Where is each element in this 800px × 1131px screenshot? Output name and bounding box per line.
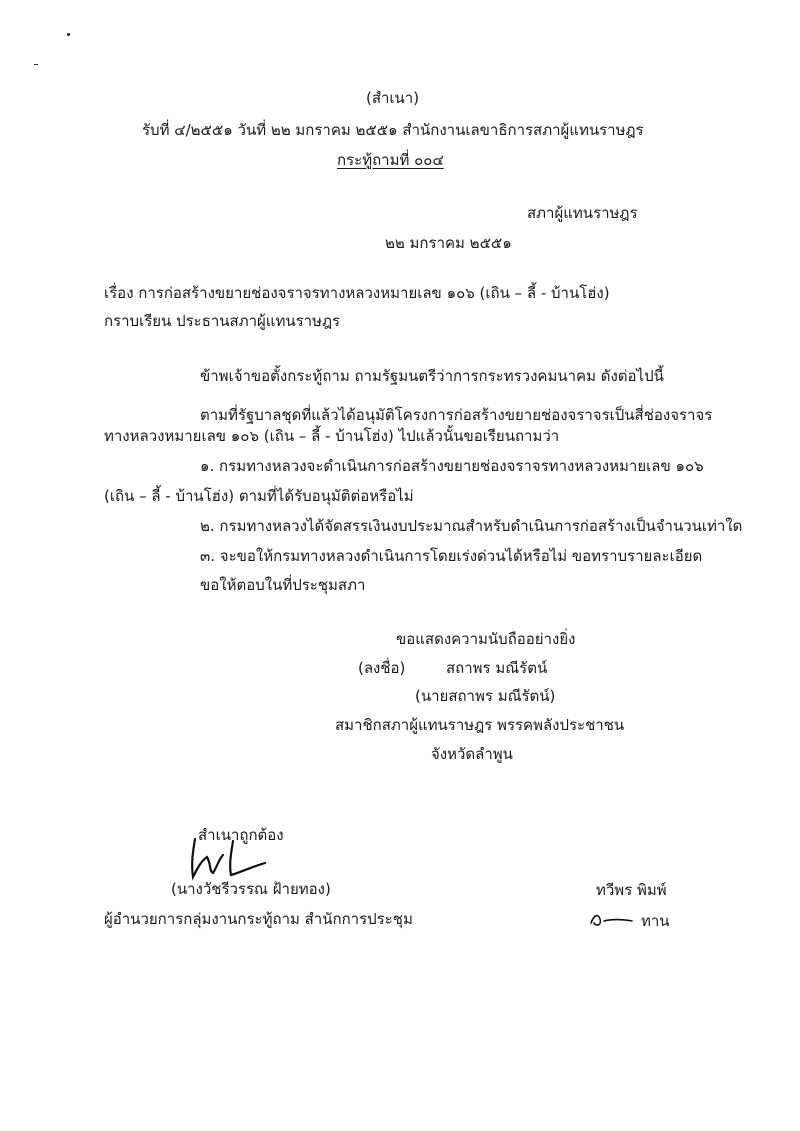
closing-respect: ขอแสดงความนับถืออย่างยิ่ง [396,630,576,648]
question-number: กระทู้ถามที่ ๐๐๔ [337,151,444,169]
checker-initials [588,909,638,929]
certifier-signature [185,833,295,885]
document-date: ๒๒ มกราคม ๒๕๕๑ [385,234,512,252]
body-context-line2: ทางหลวงหมายเลข ๑๐๖ (เถิน – ลี้ - บ้านโฮ่ง) ไปแล้วนั้นขอเรียนถามว่า [104,427,560,445]
answer-request: ขอให้ตอบในที่ประชุมสภา [200,576,366,594]
received-line: รับที่ ๔/๒๕๕๑ วันที่ ๒๒ มกราคม ๒๕๕๑ สำนักงานเลขาธิการสภาผู้แทนราษฎร [142,121,644,139]
question-1-line1: ๑. กรมทางหลวงจะดำเนินการก่อสร้างขยายช่องจราจรทางหลวงหมายเลข ๑๐๖ [200,457,704,475]
signed-label: (ลงชื่อ) [358,659,406,677]
subject-line: เรื่อง การก่อสร้างขยายช่องจราจรทางหลวงหมายเลข ๑๐๖ (เถิน – ลี้ - บ้านโฮ่ง) [104,284,610,302]
signer-province: จังหวัดลำพูน [431,745,513,763]
certified-copy-label: สำเนาถูกต้อง [198,826,284,844]
copy-mark: (สำเนา) [366,89,420,107]
certifier-title: ผู้อำนวยการกลุ่มงานกระทู้ถาม สำนักการประชุม [104,910,413,928]
body-context-line1: ตามที่รัฐบาลชุดที่แล้วได้อนุมัติโครงการก่อสร้างขยายช่องจราจรเป็นสี่ช่องจราจร [200,406,713,424]
question-3: ๓. จะขอให้กรมทางหลวงดำเนินการโดยเร่งด่วนได้หรือไม่ ขอทราบรายละเอียด [200,547,703,565]
typed-by: ทวีพร พิมพ์ [596,881,667,899]
certifier-name: (นางวัชรีวรรณ ฝ้ายทอง) [171,880,331,898]
checked-label: ทาน [641,912,670,930]
scan-mark [34,64,38,65]
addressee-place: สภาผู้แทนราษฎร [527,204,638,222]
scan-dot [67,33,70,36]
signer-full-name: (นายสถาพร มณีรัตน์) [415,687,556,705]
question-2: ๒. กรมทางหลวงได้จัดสรรเงินงบประมาณสำหรับดำเนินการก่อสร้างเป็นจำนวนเท่าใด [200,517,743,535]
body-intro: ข้าพเจ้าขอตั้งกระทู้ถาม ถามรัฐมนตรีว่าการกระทรวงคมนาคม ดังต่อไปนี้ [200,367,664,385]
salutation: กราบเรียน ประธานสภาผู้แทนราษฎร [104,312,341,330]
signer-position: สมาชิกสภาผู้แทนราษฎร พรรคพลังประชาชน [335,716,625,734]
signed-name: สถาพร มณีรัตน์ [446,659,548,677]
question-1-line2: (เถิน – ลี้ - บ้านโฮ่ง) ตามที่ได้รับอนุมัติต่อหรือไม่ [104,487,414,505]
